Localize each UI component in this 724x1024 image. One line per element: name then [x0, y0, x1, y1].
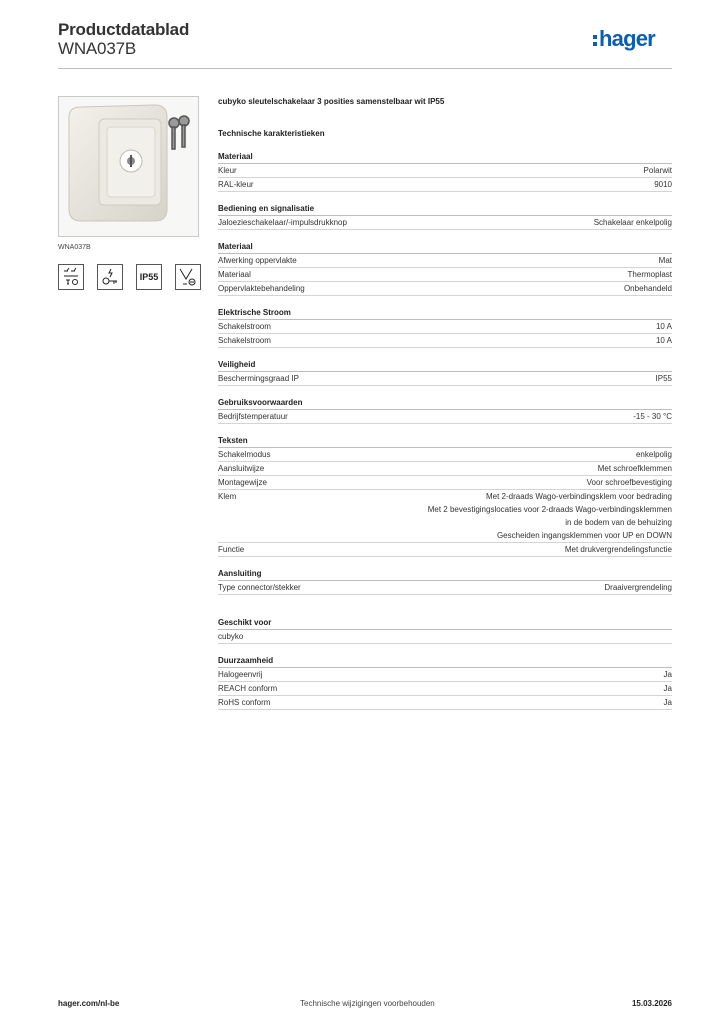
spec-row — [218, 372, 672, 386]
section-title: Veiligheid — [218, 359, 672, 372]
spec-row — [218, 164, 672, 178]
spec-value: Met 2-draads Wago-verbindingsklem voor bedrading Met 2 bevestigingslocaties voor 2-draads Wago-verbindingsklemmen in de bodem van de behuizing Gescheiden ingangsklemmen voor UP en DOWN — [427, 492, 672, 540]
footer-note: Technische wijzigingen voorbehouden — [300, 999, 435, 1008]
spec-label: Schakelstroom — [218, 336, 271, 345]
section-title: Elektrische Stroom — [218, 307, 672, 320]
spec-row — [218, 268, 672, 282]
spec-value: enkelpolig — [635, 450, 672, 459]
spec-label: Halogeenvrij — [218, 670, 263, 679]
spec-label: Beschermingsgraad IP — [218, 374, 299, 383]
spec-row — [218, 581, 672, 595]
section-title: Geschikt voor — [218, 617, 672, 630]
spec-value — [243, 630, 672, 643]
spec-value: 10 A — [655, 336, 672, 345]
spec-row — [218, 320, 672, 334]
key-switch-icon — [97, 264, 123, 290]
article-number: WNA037B — [58, 39, 136, 58]
certification-icons — [58, 264, 214, 290]
ip55-icon: IP55 — [136, 264, 162, 290]
page-title: Productdatablad — [58, 20, 190, 39]
spec-value: 10 A — [655, 322, 672, 331]
spec-row — [218, 630, 672, 644]
section-title: Duurzaamheid — [218, 655, 672, 668]
spec-sections — [218, 151, 672, 710]
spec-row — [218, 543, 672, 557]
spec-label: Oppervlaktebehandeling — [218, 284, 305, 293]
spec-value: Polarwit — [643, 166, 672, 175]
spec-row — [218, 448, 672, 462]
spec-label: REACH conform — [218, 684, 278, 693]
spec-value: Ja — [663, 670, 672, 679]
header-divider — [58, 68, 672, 69]
spec-label: Schakelmodus — [218, 450, 271, 459]
logo-text: hager — [599, 26, 655, 51]
switch-symbol-icon — [58, 264, 84, 290]
spec-value: Draaivergrendeling — [604, 583, 672, 592]
spec-label: cubyko — [218, 632, 244, 641]
spec-row — [218, 462, 672, 476]
spec-value: Ja — [663, 684, 672, 693]
spec-row — [218, 696, 672, 710]
spec-section — [218, 568, 672, 595]
spec-value: Met drukvergrendelingsfunctie — [564, 545, 672, 554]
spec-label: Bedrijfstemperatuur — [218, 412, 288, 421]
section-title: Teksten — [218, 435, 672, 448]
spec-label: Schakelstroom — [218, 322, 271, 331]
spec-row — [218, 216, 672, 230]
spec-label: RoHS conform — [218, 698, 271, 707]
footer-date: 15.03.2026 — [631, 999, 672, 1008]
section-title: Bediening en signalisatie — [218, 203, 672, 216]
spec-value: Schakelaar enkelpolig — [593, 218, 672, 227]
hager-logo — [593, 25, 677, 55]
spec-label: Functie — [218, 545, 245, 554]
spec-label: Type connector/stekker — [218, 583, 301, 592]
spec-section — [218, 151, 672, 192]
product-title: cubyko sleutelschakelaar 3 posities samenstelbaar wit IP55 — [218, 97, 445, 106]
spec-label: Kleur — [218, 166, 237, 175]
spec-section — [218, 617, 672, 644]
image-caption: WNA037B — [58, 244, 91, 251]
spec-label: Klem — [218, 492, 237, 501]
spec-value: Mat — [658, 256, 672, 265]
spec-value: Thermoplast — [627, 270, 672, 279]
spec-value: Onbehandeld — [623, 284, 672, 293]
section-title: Gebruiksvoorwaarden — [218, 397, 672, 410]
spec-row — [218, 490, 672, 543]
spec-label: Aansluitwijze — [218, 464, 265, 473]
screw-terminal-icon — [175, 264, 201, 290]
tech-heading: Technische karakteristieken — [218, 129, 325, 138]
section-title: Aansluiting — [218, 568, 672, 581]
spec-value: Met schroefklemmen — [597, 464, 672, 473]
spec-row — [218, 476, 672, 490]
section-title: Materiaal — [218, 151, 672, 164]
spec-section — [218, 359, 672, 386]
spec-section — [218, 397, 672, 424]
spec-label: Materiaal — [218, 270, 251, 279]
spec-row — [218, 334, 672, 348]
spec-value: Ja — [663, 698, 672, 707]
spec-value: 9010 — [654, 180, 672, 189]
spec-section — [218, 655, 672, 710]
spec-content — [218, 96, 672, 710]
spec-section — [218, 307, 672, 348]
spec-row — [218, 682, 672, 696]
spec-label: Afwerking oppervlakte — [218, 256, 297, 265]
spec-row — [218, 410, 672, 424]
spec-label: RAL-kleur — [218, 180, 254, 189]
footer-url[interactable]: hager.com/nl-be — [58, 999, 120, 1008]
spec-row — [218, 178, 672, 192]
spec-value: Voor schroefbevestiging — [586, 478, 672, 487]
spec-label: Montagewijze — [218, 478, 267, 487]
spec-section — [218, 241, 672, 296]
spec-label: Jaloezieschakelaar/-impulsdrukknop — [218, 218, 347, 227]
product-image — [58, 96, 199, 237]
spec-section — [218, 203, 672, 230]
spec-row — [218, 282, 672, 296]
spec-value: IP55 — [655, 374, 672, 383]
spec-section — [218, 435, 672, 557]
spec-row — [218, 254, 672, 268]
spec-value: -15 - 30 °C — [633, 412, 672, 421]
section-title: Materiaal — [218, 241, 672, 254]
spec-row — [218, 668, 672, 682]
